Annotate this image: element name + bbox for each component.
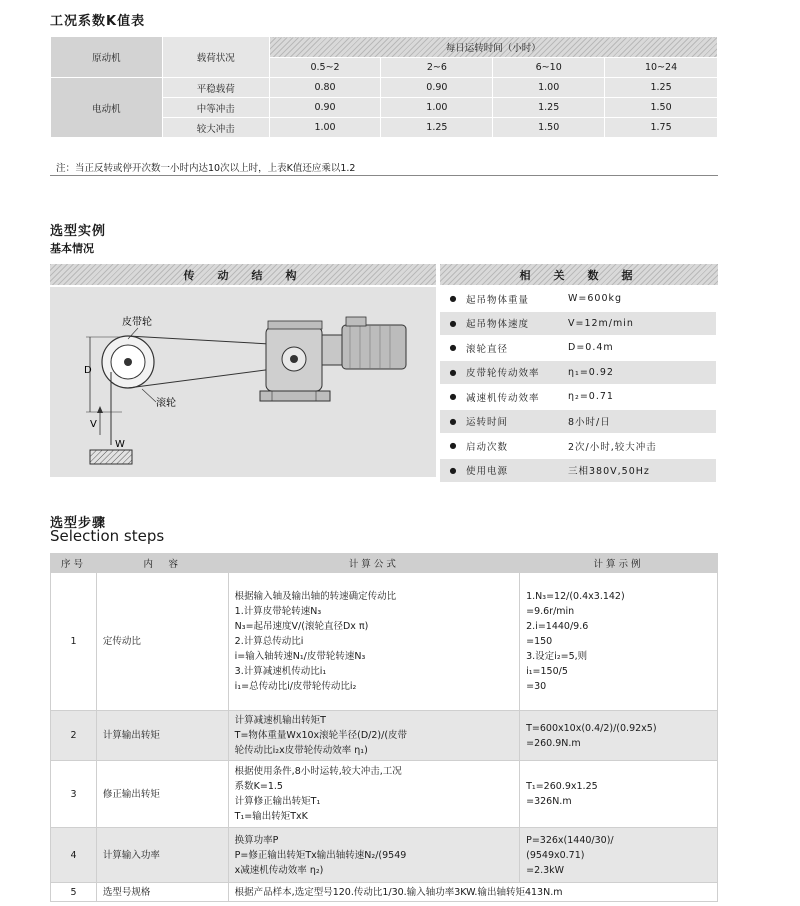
example-data-row: [440, 287, 716, 310]
hours-col: 0.5~2: [269, 57, 381, 78]
text-line: 3.计算减速机传动比i₁: [234, 666, 327, 677]
k-table-title: 工况系数K值表: [50, 14, 146, 29]
text-line: =2.3kW: [526, 864, 565, 876]
text-line: 换算功率P: [234, 834, 279, 846]
data-value: 2次/小时,较大冲击: [568, 441, 657, 453]
data-name-label: 起吊物体重量: [466, 294, 530, 306]
text-line: (9549x0.71): [526, 849, 585, 861]
step-number: 2: [51, 711, 97, 761]
k-factor-table: [50, 36, 718, 138]
data-name-label: 起吊物体速度: [466, 319, 530, 330]
step-example: [520, 711, 718, 761]
step-row: [51, 828, 718, 883]
text-line: i=输入轴转速N₁/皮带轮转速N₃: [234, 651, 366, 662]
example-subtitle: 基本情况: [50, 242, 94, 255]
drive-structure-diagram: [50, 287, 436, 477]
bullet-icon: ●: [449, 441, 457, 450]
step-example: [520, 761, 718, 828]
gearbox-top: [268, 321, 322, 329]
k-value: 1.25: [493, 98, 605, 118]
k-value: 1.00: [493, 78, 605, 98]
shaft-hub: [290, 355, 298, 363]
step-content: 计算输入功率: [96, 828, 228, 883]
drive-drawing: [50, 287, 436, 477]
text-line: 1.N₃=12/(0.4x3.142): [526, 591, 625, 602]
example-data-row: [440, 434, 716, 457]
example-title: 选型实例: [50, 224, 107, 239]
k-value: 1.25: [381, 118, 493, 138]
text-line: 2.i=1440/9.6: [526, 621, 589, 632]
selection-steps-table: [50, 553, 718, 902]
hours-col: 6~10: [493, 57, 605, 78]
text-line: 根据使用条件,8小时运转,较大冲击,工况: [234, 766, 402, 777]
load-label: 平稳载荷: [162, 78, 269, 98]
data-value: 8小时/日: [568, 417, 611, 428]
text-line: 计算减速机输出转矩T: [234, 715, 326, 726]
text-line: =150: [526, 636, 553, 647]
motor-label: 电动机: [51, 78, 163, 138]
gearbox-base: [260, 391, 330, 401]
data-value: W=600kg: [568, 293, 623, 304]
text-line: =326N.m: [526, 796, 572, 807]
step-number: 5: [51, 883, 97, 902]
col-content: 内 容: [96, 554, 228, 573]
text-line: 根据产品样本,选定型号120.传动比1/30.输入轴功率3KW.输出轴转矩413N.m: [234, 886, 563, 898]
text-line: x减速机传动效率 η₂): [234, 864, 324, 876]
steps-title-cn: 选型步骤: [50, 516, 107, 531]
leader-line: [142, 389, 156, 402]
text-line: 计算修正输出转矩T₁: [234, 796, 321, 807]
data-name-label: 减速机传动效率: [466, 392, 540, 404]
step-row: [51, 711, 718, 761]
col-no: 序号: [51, 554, 97, 573]
hours-col: 2~6: [381, 57, 493, 78]
step-row: [51, 761, 718, 828]
col-formula: 计算公式: [228, 554, 519, 573]
step-content: 定传动比: [96, 573, 228, 711]
col-load-condition: 载荷状况: [162, 37, 269, 78]
data-value: η₂=0.71: [568, 391, 614, 402]
step-formula: [228, 883, 717, 902]
k-value: 1.25: [605, 78, 718, 98]
k-value: 1.00: [381, 98, 493, 118]
k-value: 1.50: [493, 118, 605, 138]
k-value: 1.75: [605, 118, 718, 138]
data-name-label: 使用电源: [466, 466, 509, 477]
text-line: 轮传动比i₂x皮带轮传动效率 η₁): [234, 745, 368, 756]
bullet-icon: ●: [449, 465, 457, 475]
text-line: =30: [526, 681, 547, 692]
col-prime-mover: 原动机: [51, 37, 163, 78]
text-line: 根据输入轴及输出轴的转速确定传动比: [234, 591, 397, 602]
step-example: [520, 828, 718, 883]
step-number: 1: [51, 573, 97, 711]
step-content: 计算输出转矩: [96, 711, 228, 761]
example-data-row: [440, 459, 716, 482]
pulley-hub: [124, 358, 132, 366]
k-value: 1.50: [605, 98, 718, 118]
bullet-icon: ●: [449, 294, 457, 303]
step-number: 3: [51, 761, 97, 828]
data-value: D=0.4m: [568, 342, 614, 353]
col-example: 计算示例: [520, 554, 718, 573]
belt: [128, 336, 288, 345]
weight-w-label: W: [115, 439, 125, 450]
data-value: 三相380V,50Hz: [568, 466, 650, 477]
text-line: T₁=260.9x1.25: [526, 781, 598, 792]
hours-col: 10~24: [605, 57, 718, 78]
terminal-box: [346, 317, 366, 326]
bullet-icon: ●: [449, 416, 457, 426]
data-header: 相 关 数 据: [440, 264, 718, 285]
bullet-icon: ●: [449, 367, 457, 377]
dimension-d-label: D: [84, 365, 92, 376]
step-number: 4: [51, 828, 97, 883]
text-line: 2.计算总传动比i: [234, 636, 304, 647]
example-data-row: [440, 336, 716, 359]
text-line: N₃=起吊速度V/(滚轮直径Dx π): [234, 621, 369, 632]
k-value: 0.90: [269, 98, 381, 118]
data-name-label: 启动次数: [466, 441, 509, 453]
hours-header: 每日运转时间（小时）: [269, 37, 717, 58]
divider: [50, 175, 718, 176]
example-data-row: [440, 312, 716, 335]
velocity-arrow-head: [97, 406, 103, 413]
load-label: 中等冲击: [162, 98, 269, 118]
bullet-icon: ●: [449, 392, 457, 401]
text-line: i₁=总传动比i/皮带轮传动比i₂: [234, 681, 357, 692]
weight-block: [90, 450, 132, 464]
step-example: [520, 573, 718, 711]
example-data-row: [440, 385, 716, 408]
data-value: V=12m/min: [568, 317, 634, 329]
step-row: [51, 883, 718, 902]
text-line: T=600x10x(0.4/2)/(0.92x5): [526, 722, 657, 734]
text-line: =9.6r/min: [526, 606, 575, 617]
motor-flange: [322, 335, 342, 365]
data-name-label: 运转时间: [466, 417, 509, 428]
structure-header: 传 动 结 构: [50, 264, 436, 285]
step-formula: [228, 711, 519, 761]
example-data-row: [440, 410, 716, 433]
data-name-label: 滚轮直径: [466, 343, 509, 355]
text-line: P=修正输出转矩Tx输出轴转速N₂/(9549: [234, 849, 407, 861]
text-line: 1.计算皮带轮转速N₃: [234, 606, 322, 617]
step-content: 选型号规格: [96, 883, 228, 902]
data-name-label: 皮带轮传动效率: [466, 368, 540, 379]
load-label: 较大冲击: [162, 118, 269, 138]
step-content: 修正输出转矩: [96, 761, 228, 828]
k-table-note: 注：当正反转或停开次数一小时内达10次以上时，上表K值还应乘以1.2: [56, 163, 356, 174]
k-value: 1.00: [269, 118, 381, 138]
k-value: 0.90: [381, 78, 493, 98]
step-formula: [228, 761, 519, 828]
text-line: P=326x(1440/30)/: [526, 834, 614, 846]
velocity-v-label: V: [90, 419, 97, 430]
text-line: i₁=150/5: [526, 666, 568, 677]
text-line: 3.设定i₂=5,则: [526, 651, 588, 662]
example-data-row: [440, 361, 716, 384]
step-row: [51, 573, 718, 711]
step-formula: [228, 573, 519, 711]
bullet-icon: ●: [449, 343, 457, 352]
text-line: T₁=输出转矩TxK: [234, 811, 308, 822]
belt-wheel-label: 皮带轮: [122, 317, 152, 328]
steps-title-en: Selection steps: [50, 527, 165, 545]
text-line: =260.9N.m: [526, 737, 581, 749]
k-value: 0.80: [269, 78, 381, 98]
roller-label: 滚轮: [156, 398, 176, 409]
motor-body: [342, 325, 406, 369]
text-line: T=物体重量Wx10x滚轮半径(D/2)/(皮带: [234, 730, 408, 741]
step-formula: [228, 828, 519, 883]
bullet-icon: ●: [449, 318, 457, 328]
text-line: 系数K=1.5: [234, 781, 283, 792]
data-value: η₁=0.92: [568, 366, 614, 378]
